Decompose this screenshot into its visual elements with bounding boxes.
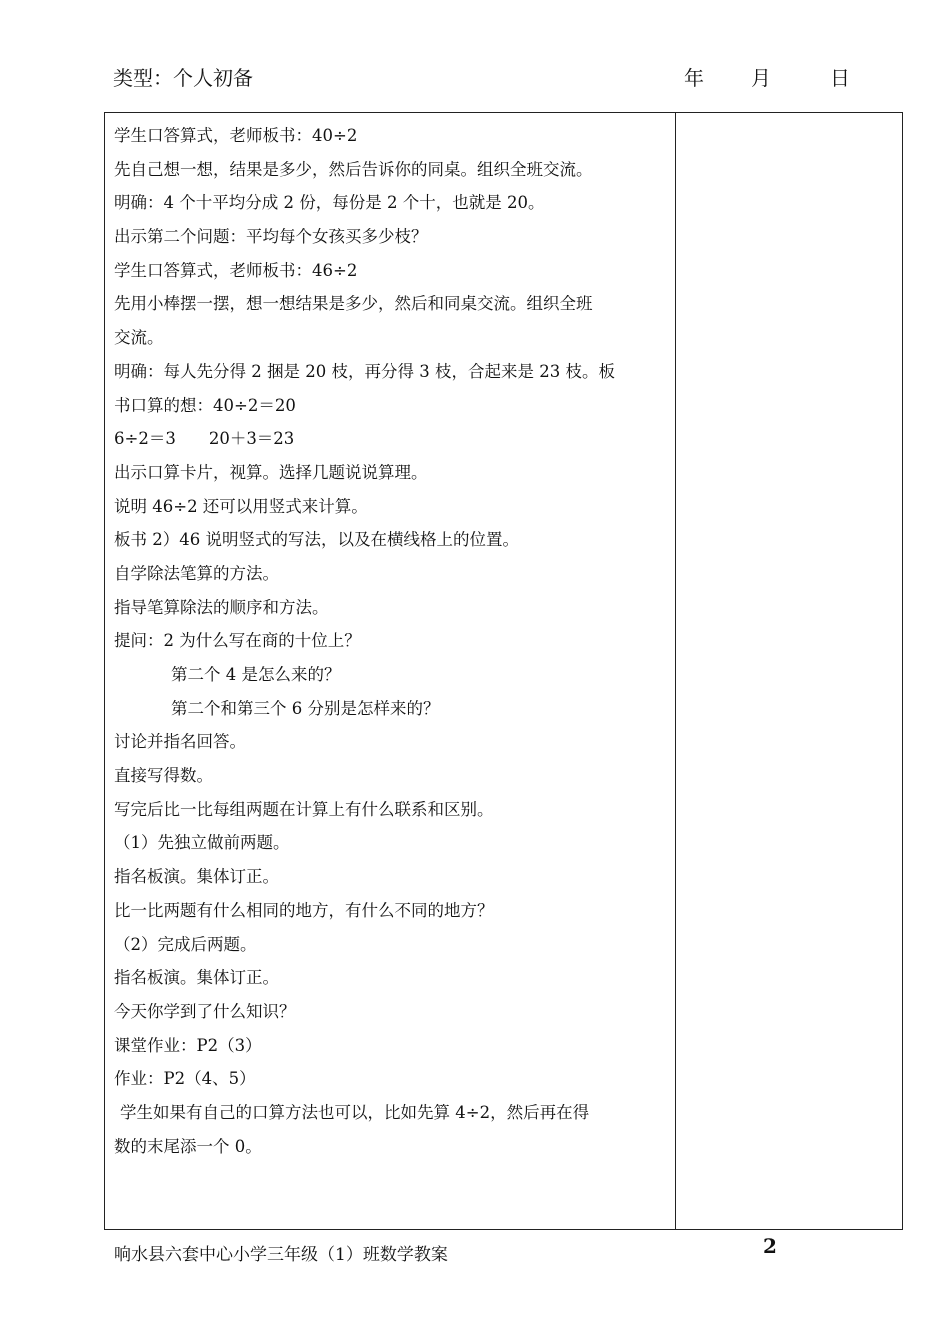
content-line: 第二个和第三个 6 分别是怎样来的？ — [171, 698, 440, 718]
content-line: （2）完成后两题。 — [114, 934, 257, 954]
content-line: 说明 46÷2 还可以用竖式来计算。 — [114, 496, 368, 516]
content-line: 比一比两题有什么相同的地方，有什么不同的地方？ — [114, 900, 494, 920]
content-line: 数的末尾添一个 0。 — [114, 1136, 262, 1156]
content-line: 书口算的想：40÷2＝20 — [114, 395, 296, 415]
footer-school-text: 响水县六套中心小学三年级（1）班数学教案 — [114, 1245, 448, 1265]
content-line: （1）先独立做前两题。 — [114, 833, 290, 853]
content-line: 板书 2）46 说明竖式的写法，以及在横线格上的位置。 — [114, 530, 519, 550]
content-line: 指名板演。集体订正。 — [114, 968, 279, 988]
content-line: 先用小棒摆一摆，想一想结果是多少，然后和同桌交流。组织全班 — [114, 294, 593, 314]
page-header — [0, 62, 950, 94]
content-line: 自学除法笔算的方法。 — [114, 563, 279, 583]
type-label: 类型：个人初备 — [113, 66, 253, 90]
content-line: 讨论并指名回答。 — [114, 732, 246, 752]
page-number: 2 — [763, 1234, 777, 1258]
content-line: 明确：4 个十平均分成 2 份，每份是 2 个十，也就是 20。 — [114, 193, 545, 213]
content-line: 今天你学到了什么知识？ — [114, 1001, 296, 1021]
content-line: 写完后比一比每组两题在计算上有什么联系和区别。 — [114, 799, 494, 819]
content-line: 作业：P2（4、5） — [114, 1069, 256, 1089]
column-divider — [675, 112, 676, 1230]
content-line: 学生口答算式，老师板书：46÷2 — [114, 260, 358, 280]
content-line: 6÷2＝3 20＋3＝23 — [114, 429, 295, 449]
content-line: 学生口答算式，老师板书：40÷2 — [114, 126, 358, 145]
day-label: 日 — [830, 66, 850, 90]
content-line: 交流。 — [114, 328, 164, 348]
content-line: 明确：每人先分得 2 捆是 20 枝，再分得 3 枝，合起来是 23 枝。板 — [114, 361, 615, 381]
content-line: 指名板演。集体订正。 — [114, 867, 279, 887]
content-line: 提问：2 为什么写在商的十位上？ — [114, 631, 361, 651]
content-line: 学生如果有自己的口算方法也可以，比如先算 4÷2，然后再在得 — [120, 1102, 590, 1122]
content-line: 出示第二个问题：平均每个女孩买多少枝？ — [114, 227, 428, 247]
content-line: 指导笔算除法的顺序和方法。 — [114, 597, 329, 617]
content-line: 直接写得数。 — [114, 766, 213, 786]
content-line: 先自己想一想，结果是多少，然后告诉你的同桌。组织全班交流。 — [114, 159, 593, 179]
month-label: 月 — [751, 66, 771, 90]
content-line: 第二个 4 是怎么来的？ — [171, 665, 341, 684]
content-line: 出示口算卡片，视算。选择几题说说算理。 — [114, 462, 428, 482]
lesson-content — [114, 119, 670, 1163]
year-label: 年 — [684, 66, 704, 90]
content-line: 课堂作业：P2（3） — [114, 1035, 262, 1055]
